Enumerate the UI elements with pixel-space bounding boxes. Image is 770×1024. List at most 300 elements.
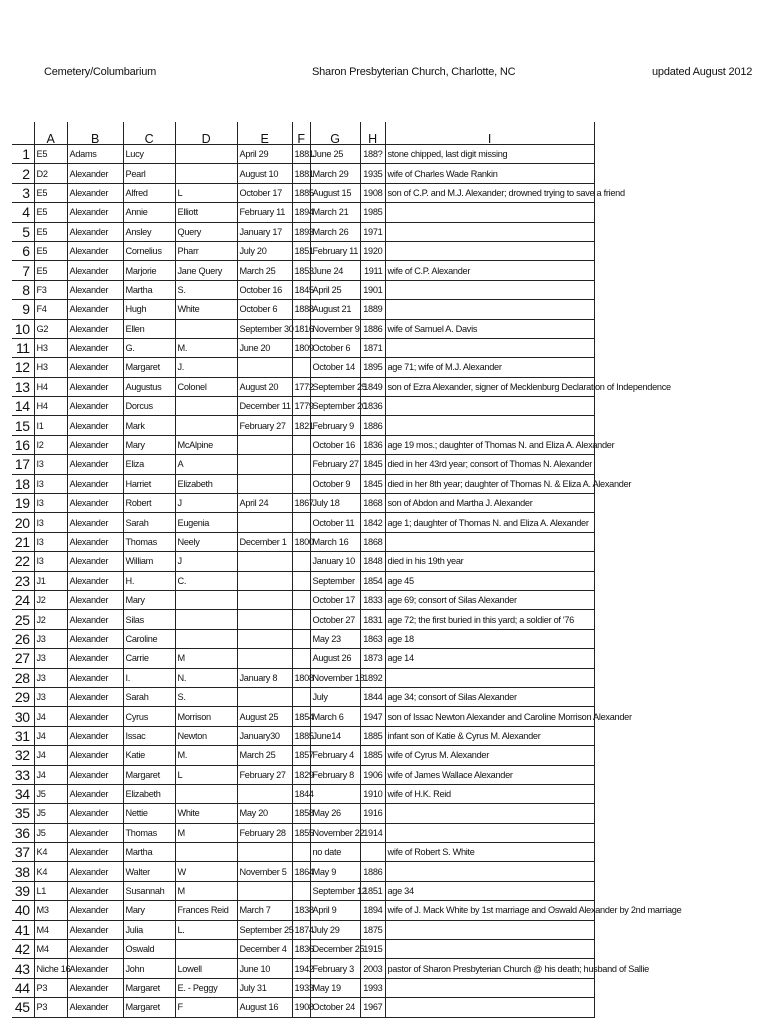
middle-name-cell (175, 416, 237, 435)
table-row (12, 823, 594, 842)
last-name-cell: Alexander (67, 804, 123, 823)
birth-year-cell (292, 590, 310, 609)
birth-date-cell (237, 649, 292, 668)
first-name-cell: Margaret (123, 978, 175, 997)
first-name-cell: Thomas (123, 823, 175, 842)
middle-name-cell: M (175, 823, 237, 842)
death-date-cell: May 26 (310, 804, 360, 823)
first-name-cell: Issac (123, 726, 175, 745)
birth-year-cell (292, 881, 310, 900)
plot-location-cell: J2 (34, 590, 67, 609)
notes-cell: age 69; consort of Silas Alexander (385, 590, 594, 609)
last-name-cell: Alexander (67, 765, 123, 784)
notes-cell: age 45 (385, 571, 594, 590)
death-year-cell: 1845 (360, 474, 385, 493)
notes-cell: son of Ezra Alexander, signer of Mecklenburg Declaration of Independence (385, 377, 594, 396)
table-row (12, 784, 594, 803)
birth-year-cell (292, 649, 310, 668)
death-date-cell: August 26 (310, 649, 360, 668)
first-name-cell: Mary (123, 590, 175, 609)
table-row (12, 571, 594, 590)
middle-name-cell: M. (175, 338, 237, 357)
birth-year-cell: 1800 (292, 532, 310, 551)
death-date-cell: April 9 (310, 901, 360, 920)
plot-location-cell: J4 (34, 765, 67, 784)
notes-cell: stone chipped, last digit missing (385, 145, 594, 164)
row-number-cell: 33 (12, 765, 34, 784)
plot-location-cell: K4 (34, 843, 67, 862)
middle-name-cell: E. - Peggy (175, 978, 237, 997)
birth-date-cell: March 7 (237, 901, 292, 920)
table-row (12, 435, 594, 454)
birth-date-cell: April 24 (237, 494, 292, 513)
table-row (12, 300, 594, 319)
row-number-cell: 24 (12, 590, 34, 609)
middle-name-cell: J. (175, 358, 237, 377)
column-header-b: B (67, 122, 123, 145)
row-number-cell: 4 (12, 203, 34, 222)
birth-year-cell: 1829 (292, 765, 310, 784)
row-number-cell: 16 (12, 435, 34, 454)
death-year-cell: 1908 (360, 183, 385, 202)
death-date-cell: October 27 (310, 610, 360, 629)
middle-name-cell: Neely (175, 532, 237, 551)
middle-name-cell: Lowell (175, 959, 237, 978)
birth-date-cell: December 1 (237, 532, 292, 551)
row-number-cell: 39 (12, 881, 34, 900)
header-left: Cemetery/Columbarium (44, 66, 157, 78)
row-number-cell: 41 (12, 920, 34, 939)
death-date-cell: October 17 (310, 590, 360, 609)
first-name-cell: Sarah (123, 687, 175, 706)
notes-cell: died in her 43rd year; consort of Thomas N. Alexander (385, 455, 594, 474)
last-name-cell: Adams (67, 145, 123, 164)
plot-location-cell: E5 (34, 145, 67, 164)
birth-year-cell: 1851 (292, 241, 310, 260)
notes-cell (385, 823, 594, 842)
middle-name-cell: C. (175, 571, 237, 590)
middle-name-cell: Morrison (175, 707, 237, 726)
notes-cell (385, 397, 594, 416)
row-number-cell: 1 (12, 145, 34, 164)
plot-location-cell: G2 (34, 319, 67, 338)
death-year-cell: 1947 (360, 707, 385, 726)
middle-name-cell: L. (175, 920, 237, 939)
row-number-cell: 20 (12, 513, 34, 532)
last-name-cell: Alexander (67, 746, 123, 765)
middle-name-cell: Newton (175, 726, 237, 745)
first-name-cell: Susannah (123, 881, 175, 900)
table-row (12, 377, 594, 396)
birth-date-cell: June 10 (237, 959, 292, 978)
last-name-cell: Alexander (67, 610, 123, 629)
birth-date-cell: August 10 (237, 164, 292, 183)
table-row (12, 494, 594, 513)
row-number-cell: 29 (12, 687, 34, 706)
plot-location-cell: F3 (34, 280, 67, 299)
middle-name-cell: Query (175, 222, 237, 241)
birth-date-cell: August 20 (237, 377, 292, 396)
notes-cell (385, 998, 594, 1017)
table-row (12, 590, 594, 609)
first-name-cell: Julia (123, 920, 175, 939)
middle-name-cell (175, 940, 237, 959)
first-name-cell: H. (123, 571, 175, 590)
first-name-cell: Hugh (123, 300, 175, 319)
plot-location-cell: E5 (34, 241, 67, 260)
last-name-cell: Alexander (67, 319, 123, 338)
last-name-cell: Alexander (67, 222, 123, 241)
birth-year-cell: 1821 (292, 416, 310, 435)
death-year-cell: 1920 (360, 241, 385, 260)
last-name-cell: Alexander (67, 261, 123, 280)
birth-date-cell (237, 687, 292, 706)
birth-year-cell (292, 843, 310, 862)
death-date-cell: September 20 (310, 397, 360, 416)
birth-date-cell: October 17 (237, 183, 292, 202)
notes-cell (385, 920, 594, 939)
first-name-cell: G. (123, 338, 175, 357)
death-year-cell: 1935 (360, 164, 385, 183)
first-name-cell: Elizabeth (123, 784, 175, 803)
last-name-cell: Alexander (67, 959, 123, 978)
death-year-cell: 1886 (360, 862, 385, 881)
plot-location-cell: E5 (34, 261, 67, 280)
notes-cell: age 1; daughter of Thomas N. and Eliza A. Alexander (385, 513, 594, 532)
notes-cell: wife of Cyrus M. Alexander (385, 746, 594, 765)
table-row (12, 668, 594, 687)
birth-date-cell (237, 881, 292, 900)
death-year-cell: 1910 (360, 784, 385, 803)
table-row (12, 901, 594, 920)
column-header-row (12, 122, 594, 145)
last-name-cell: Alexander (67, 901, 123, 920)
death-year-cell: 1875 (360, 920, 385, 939)
birth-year-cell: 1855 (292, 823, 310, 842)
death-date-cell: June 25 (310, 145, 360, 164)
death-date-cell: March 29 (310, 164, 360, 183)
last-name-cell: Alexander (67, 707, 123, 726)
birth-date-cell: December 4 (237, 940, 292, 959)
death-year-cell: 1914 (360, 823, 385, 842)
death-date-cell: October 11 (310, 513, 360, 532)
row-number-cell: 22 (12, 552, 34, 571)
birth-date-cell: October 16 (237, 280, 292, 299)
middle-name-cell (175, 610, 237, 629)
middle-name-cell: White (175, 300, 237, 319)
birth-year-cell: 1864 (292, 862, 310, 881)
first-name-cell: Margaret (123, 765, 175, 784)
birth-year-cell: 1888 (292, 300, 310, 319)
birth-date-cell: September 30 (237, 319, 292, 338)
table-body (12, 145, 682, 1018)
death-date-cell: September 25 (310, 377, 360, 396)
middle-name-cell: Frances Reid (175, 901, 237, 920)
middle-name-cell: S. (175, 687, 237, 706)
notes-cell: wife of J. Mack White by 1st marriage and Oswald Alexander by 2nd marriage (385, 901, 594, 920)
birth-date-cell: May 20 (237, 804, 292, 823)
birth-year-cell: 1942 (292, 959, 310, 978)
plot-location-cell: M3 (34, 901, 67, 920)
birth-date-cell (237, 435, 292, 454)
notes-cell: wife of Robert S. White (385, 843, 594, 862)
notes-cell: son of C.P. and M.J. Alexander; drowned trying to save a friend (385, 183, 594, 202)
plot-location-cell: J4 (34, 726, 67, 745)
birth-year-cell (292, 552, 310, 571)
last-name-cell: Alexander (67, 649, 123, 668)
plot-location-cell: H4 (34, 397, 67, 416)
death-year-cell: 1854 (360, 571, 385, 590)
birth-date-cell: July 20 (237, 241, 292, 260)
last-name-cell: Alexander (67, 920, 123, 939)
birth-year-cell (292, 358, 310, 377)
table-row (12, 881, 594, 900)
notes-cell (385, 978, 594, 997)
table-row (12, 649, 594, 668)
plot-location-cell: I3 (34, 513, 67, 532)
column-header-e: E (237, 122, 292, 145)
death-year-cell: 1844 (360, 687, 385, 706)
row-number-cell: 11 (12, 338, 34, 357)
notes-cell (385, 241, 594, 260)
first-name-cell: Cyrus (123, 707, 175, 726)
birth-year-cell: 1885 (292, 726, 310, 745)
death-year-cell: 1848 (360, 552, 385, 571)
notes-cell: wife of Samuel A. Davis (385, 319, 594, 338)
birth-date-cell: August 25 (237, 707, 292, 726)
birth-date-cell: June 20 (237, 338, 292, 357)
last-name-cell: Alexander (67, 998, 123, 1017)
death-date-cell: February 27 (310, 455, 360, 474)
plot-location-cell: J1 (34, 571, 67, 590)
death-date-cell: February 11 (310, 241, 360, 260)
table-row (12, 998, 594, 1017)
death-date-cell: August 21 (310, 300, 360, 319)
column-header-h: H (360, 122, 385, 145)
plot-location-cell: H3 (34, 358, 67, 377)
table-row (12, 474, 594, 493)
column-header-a: A (34, 122, 67, 145)
plot-location-cell: J5 (34, 784, 67, 803)
birth-date-cell: March 25 (237, 746, 292, 765)
last-name-cell: Alexander (67, 532, 123, 551)
birth-date-cell: February 27 (237, 765, 292, 784)
header-updated: updated August 2012 (652, 66, 753, 78)
first-name-cell: Margaret (123, 358, 175, 377)
row-number-cell: 30 (12, 707, 34, 726)
column-header-c: C (123, 122, 175, 145)
row-number-cell: 43 (12, 959, 34, 978)
plot-location-cell: E5 (34, 203, 67, 222)
column-header-g: G (310, 122, 360, 145)
first-name-cell: Mary (123, 901, 175, 920)
row-number-cell: 14 (12, 397, 34, 416)
notes-cell: age 72; the first buried in this yard; a soldier of '76 (385, 610, 594, 629)
birth-date-cell (237, 843, 292, 862)
row-number-cell: 19 (12, 494, 34, 513)
last-name-cell: Alexander (67, 280, 123, 299)
table-row (12, 765, 594, 784)
birth-date-cell (237, 590, 292, 609)
birth-date-cell (237, 610, 292, 629)
death-year-cell: 1885 (360, 746, 385, 765)
first-name-cell: Lucy (123, 145, 175, 164)
death-date-cell (310, 784, 360, 803)
death-date-cell: February 8 (310, 765, 360, 784)
death-date-cell: October 24 (310, 998, 360, 1017)
row-number-cell: 3 (12, 183, 34, 202)
table-row (12, 687, 594, 706)
row-number-cell: 45 (12, 998, 34, 1017)
death-date-cell: November 9 (310, 319, 360, 338)
last-name-cell: Alexander (67, 300, 123, 319)
birth-year-cell: 1853 (292, 261, 310, 280)
first-name-cell: Oswald (123, 940, 175, 959)
table-row (12, 319, 594, 338)
notes-cell: age 34; consort of Silas Alexander (385, 687, 594, 706)
row-number-cell: 5 (12, 222, 34, 241)
death-date-cell: March 16 (310, 532, 360, 551)
first-name-cell: Harriet (123, 474, 175, 493)
last-name-cell: Alexander (67, 494, 123, 513)
death-year-cell: 1842 (360, 513, 385, 532)
notes-cell (385, 532, 594, 551)
notes-cell (385, 668, 594, 687)
death-date-cell: February 4 (310, 746, 360, 765)
first-name-cell: Cornelius (123, 241, 175, 260)
plot-location-cell: J3 (34, 649, 67, 668)
row-number-cell: 18 (12, 474, 34, 493)
table-row (12, 416, 594, 435)
row-number-cell: 40 (12, 901, 34, 920)
birth-year-cell: 1808 (292, 668, 310, 687)
birth-date-cell: February 28 (237, 823, 292, 842)
first-name-cell: Alfred (123, 183, 175, 202)
row-number-cell: 32 (12, 746, 34, 765)
notes-cell (385, 338, 594, 357)
birth-year-cell: 1836 (292, 940, 310, 959)
last-name-cell: Alexander (67, 726, 123, 745)
death-date-cell: March 21 (310, 203, 360, 222)
death-year-cell: 1836 (360, 435, 385, 454)
table-row (12, 338, 594, 357)
birth-year-cell (292, 474, 310, 493)
last-name-cell: Alexander (67, 455, 123, 474)
birth-year-cell (292, 687, 310, 706)
notes-cell (385, 862, 594, 881)
death-year-cell: 1845 (360, 455, 385, 474)
table-row (12, 920, 594, 939)
death-year-cell: 1871 (360, 338, 385, 357)
middle-name-cell: Elliott (175, 203, 237, 222)
notes-cell (385, 804, 594, 823)
death-date-cell: May 19 (310, 978, 360, 997)
birth-date-cell: January 17 (237, 222, 292, 241)
birth-date-cell: July 31 (237, 978, 292, 997)
first-name-cell: Katie (123, 746, 175, 765)
death-year-cell: 1967 (360, 998, 385, 1017)
notes-cell: age 71; wife of M.J. Alexander (385, 358, 594, 377)
birth-date-cell: September 25 (237, 920, 292, 939)
death-year-cell: 1868 (360, 494, 385, 513)
birth-year-cell (292, 571, 310, 590)
birth-date-cell (237, 571, 292, 590)
plot-location-cell: I3 (34, 455, 67, 474)
table-row (12, 455, 594, 474)
death-year-cell: 1889 (360, 300, 385, 319)
notes-cell: wife of H.K. Reid (385, 784, 594, 803)
table-row (12, 532, 594, 551)
plot-location-cell: I3 (34, 474, 67, 493)
column-header-d: D (175, 122, 237, 145)
last-name-cell: Alexander (67, 241, 123, 260)
middle-name-cell (175, 784, 237, 803)
death-date-cell: May 23 (310, 629, 360, 648)
birth-date-cell (237, 358, 292, 377)
death-year-cell: 188? (360, 145, 385, 164)
last-name-cell: Alexander (67, 978, 123, 997)
table-row (12, 552, 594, 571)
death-year-cell: 2003 (360, 959, 385, 978)
column-header-i: I (385, 122, 594, 145)
plot-location-cell: E5 (34, 183, 67, 202)
middle-name-cell: N. (175, 668, 237, 687)
plot-location-cell: M4 (34, 920, 67, 939)
first-name-cell: Walter (123, 862, 175, 881)
birth-year-cell: 1854 (292, 707, 310, 726)
first-name-cell: Ansley (123, 222, 175, 241)
last-name-cell: Alexander (67, 881, 123, 900)
middle-name-cell: L (175, 765, 237, 784)
last-name-cell: Alexander (67, 571, 123, 590)
birth-year-cell: 1881 (292, 145, 310, 164)
row-number-cell: 21 (12, 532, 34, 551)
first-name-cell: Mary (123, 435, 175, 454)
middle-name-cell: Pharr (175, 241, 237, 260)
death-year-cell: 1894 (360, 901, 385, 920)
birth-year-cell: 1885 (292, 183, 310, 202)
death-year-cell: 1901 (360, 280, 385, 299)
birth-date-cell: December 11 (237, 397, 292, 416)
middle-name-cell: J (175, 494, 237, 513)
birth-year-cell: 1772 (292, 377, 310, 396)
death-date-cell: October 14 (310, 358, 360, 377)
last-name-cell: Alexander (67, 164, 123, 183)
birth-date-cell (237, 552, 292, 571)
death-year-cell: 1916 (360, 804, 385, 823)
page-title: Sharon Presbyterian Church, Charlotte, NC (312, 66, 516, 78)
notes-cell: age 18 (385, 629, 594, 648)
row-number-cell: 7 (12, 261, 34, 280)
death-year-cell (360, 843, 385, 862)
death-date-cell: July 18 (310, 494, 360, 513)
death-date-cell: May 9 (310, 862, 360, 881)
corner-cell (12, 122, 34, 145)
death-year-cell: 1993 (360, 978, 385, 997)
notes-cell: infant son of Katie & Cyrus M. Alexander (385, 726, 594, 745)
first-name-cell: Robert (123, 494, 175, 513)
birth-year-cell: 1894 (292, 203, 310, 222)
row-number-cell: 28 (12, 668, 34, 687)
table-row (12, 940, 594, 959)
plot-location-cell: J3 (34, 668, 67, 687)
death-year-cell: 1851 (360, 881, 385, 900)
table-row (12, 358, 594, 377)
plot-location-cell: I2 (34, 435, 67, 454)
table-row (12, 862, 594, 881)
middle-name-cell (175, 319, 237, 338)
death-date-cell: June14 (310, 726, 360, 745)
